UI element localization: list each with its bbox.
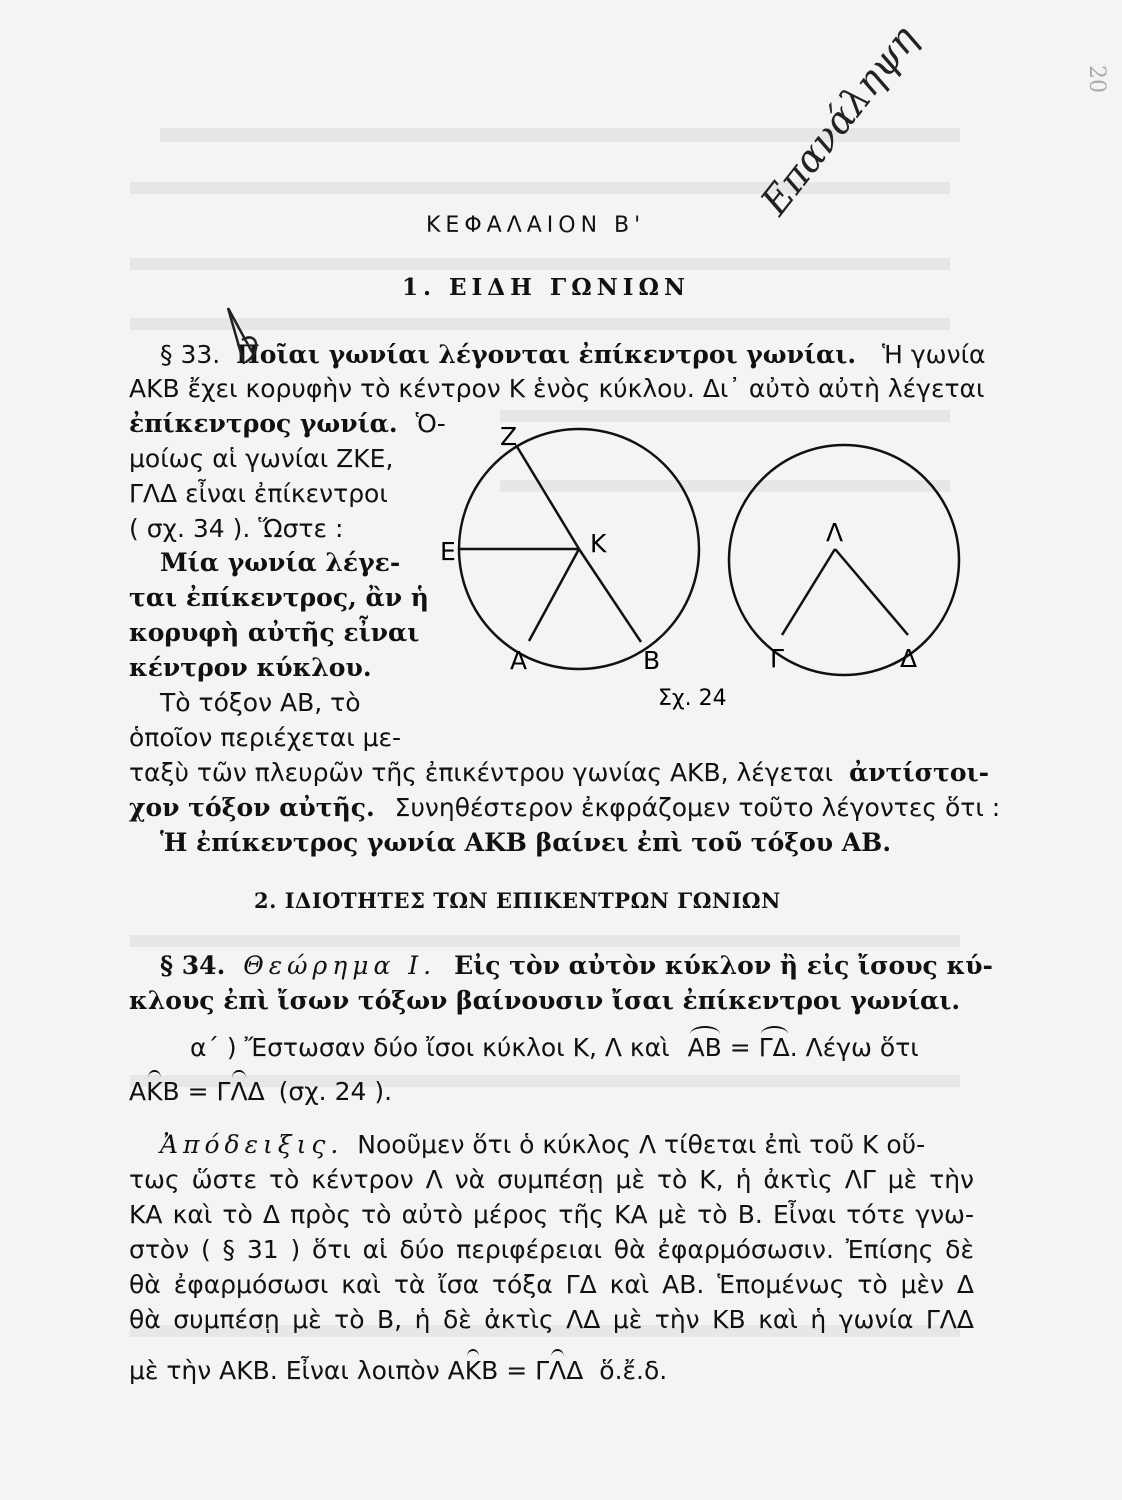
proof-line-1 <box>160 1132 925 1157</box>
paragraph-number: § 34. <box>160 951 226 980</box>
theorem-line-2: κλους ἐπὶ ἴσων τόξων βαίνουσιν ἴσαι ἐπίκεντροι γωνίαι. <box>129 986 961 1015</box>
letter: Α <box>129 1077 147 1106</box>
handwritten-note: Επανάληψη <box>752 17 927 224</box>
letter: Γ <box>535 1356 550 1385</box>
line-text: Ἡ γωνία <box>882 340 986 369</box>
equals-sign: = <box>187 1077 209 1106</box>
radius-kb <box>579 549 641 642</box>
letter: Γ <box>216 1077 231 1106</box>
paragraph-number: § 33. <box>160 340 221 369</box>
paragraph-33-line-6: ( σχ. 34 ). Ὥστε : <box>129 514 344 543</box>
theorem-text: Εἰς τὸν αὐτὸν κύκλον ἢ εἰς ἴσους κύ- <box>454 951 993 980</box>
paragraph-33-line-5: ΓΛΔ εἶναι ἐπίκεντροι <box>129 479 388 508</box>
claim-line <box>129 1079 392 1104</box>
term-epikentros: ἐπίκεντρος γωνία. <box>129 409 398 438</box>
radius-ka <box>529 549 579 641</box>
proof-line-7 <box>129 1358 667 1383</box>
page-number: 20 <box>1084 65 1109 93</box>
rule-line-1: Μία γωνία λέγε- <box>160 548 401 577</box>
angle-vertex-k: Κ <box>146 1077 163 1106</box>
label-a: Α <box>510 646 528 675</box>
proof-line-3: ΚΑ καὶ τὸ Δ πρὸς τὸ αὐτὸ μέρος τῆς ΚΑ μὲ τὸ Β. Εἶναι τότε γνω- <box>129 1200 974 1229</box>
angle-vertex-l: Λ <box>549 1356 567 1385</box>
line-text: Νοοῦμεν ὅτι ὁ κύκλος Λ τίθεται ἐπὶ τοῦ Κ οὕ- <box>357 1130 926 1159</box>
theorem-label: Θεώρημα Ι. <box>243 951 437 980</box>
line-text: Συνηθέστερον ἐκφράζομεν τοῦτο λέγοντες ὅτι : <box>394 793 1001 822</box>
arc-gd: ΓΔ <box>758 1033 790 1062</box>
radius-kz <box>516 445 579 549</box>
section-title-2: 2. ΙΔΙΟΤΗΤΕΣ ΤΩΝ ΕΠΙΚΕΝΤΡΩΝ ΓΩΝΙΩΝ <box>254 888 781 913</box>
paragraph-33-line-3 <box>129 411 446 436</box>
label-e: Ε <box>440 537 456 566</box>
letter: Β <box>162 1077 180 1106</box>
main-statement: Ἡ ἐπίκεντρος γωνία ΑΚΒ βαίνει ἐπὶ τοῦ τόξου ΑΒ. <box>160 828 892 857</box>
arc-text-line-1: Τὸ τόξον ΑΒ, τὸ <box>160 688 361 717</box>
radius-lg <box>782 549 835 635</box>
equals-sign: = <box>729 1033 751 1062</box>
equals-sign: = <box>506 1356 528 1385</box>
label-b: Β <box>643 646 661 675</box>
angle-vertex-k: Κ <box>464 1356 482 1385</box>
rule-line-2: ται ἐπίκεντρος, ἂν ἡ <box>129 583 429 612</box>
proof-label: Ἀπόδειξις. <box>160 1130 344 1159</box>
label-k: Κ <box>590 529 607 558</box>
section-title-1: 1. ΕΙΔΗ ΓΩΝΙΩΝ <box>402 274 690 301</box>
figure-24 <box>430 415 990 715</box>
given-line <box>190 1035 919 1060</box>
paragraph-33-line-1 <box>160 342 986 367</box>
proof-line-6: θὰ συμπέσῃ μὲ τὸ Β, ἡ δὲ ἀκτὶς ΛΔ μὲ τὴν ΚΒ καὶ ἡ γωνία ΓΛΔ <box>129 1305 974 1334</box>
paragraph-33-line-4: μοίως αἱ γωνίαι ΖΚΕ, <box>129 444 394 473</box>
line-text: Ὁ- <box>415 409 446 438</box>
letter: Β <box>481 1356 499 1385</box>
proof-line-5: θὰ ἐφαρμόσωσι καὶ τὰ ἴσα τόξα ΓΔ καὶ ΑΒ. Ἑπομένως τὸ μὲν Δ <box>129 1270 974 1299</box>
line-text: . Λέγω ὅτι <box>789 1033 919 1062</box>
arc-text-line-2: ὁποῖον περιέχεται με- <box>129 723 402 752</box>
radius-ld <box>835 549 908 635</box>
line-text: μὲ τὴν ΑΚΒ. Εἶναι λοιπὸν <box>129 1356 440 1385</box>
letter: Α <box>447 1356 465 1385</box>
line-text: α΄ ) Ἔστωσαν δύο ἴσοι κύκλοι Κ, Λ καὶ <box>190 1033 670 1062</box>
figure-caption: Σχ. 24 <box>658 686 727 711</box>
theorem-line-1 <box>160 953 993 978</box>
letter: Δ <box>566 1356 584 1385</box>
term-arc: χον τόξον αὐτῆς. <box>129 793 375 822</box>
line-text: ταξὺ τῶν πλευρῶν τῆς ἐπικέντρου γωνίας ΑΚΒ, λέγεται <box>129 758 834 787</box>
label-z: Ζ <box>500 422 518 451</box>
letter: Δ <box>247 1077 265 1106</box>
pen-mark-icon <box>222 300 272 370</box>
arc-text-line-4 <box>129 795 1000 820</box>
rule-line-3: κορυφὴ αὐτῆς εἶναι <box>129 618 420 647</box>
question-heading: Ποῖαι γωνίαι λέγονται ἐπίκεντροι γωνίαι. <box>236 340 857 369</box>
line-text: (σχ. 24 ). <box>278 1077 393 1106</box>
label-d: Δ <box>900 644 918 673</box>
label-g: Γ <box>770 644 784 673</box>
proof-line-2: τως ὥστε τὸ κέντρον Λ νὰ συμπέσῃ μὲ τὸ Κ, ἡ ἀκτὶς ΛΓ μὲ τὴν <box>129 1165 974 1194</box>
arc-text-line-3 <box>129 760 989 785</box>
proof-line-4: στὸν ( § 31 ) ὅτι αἱ δύο περιφέρειαι θὰ ἐφαρμόσωσιν. Ἐπίσης δὲ <box>129 1235 974 1264</box>
arc-ab: ΑΒ <box>687 1033 722 1062</box>
chapter-heading: ΚΕΦΑΛΑΙΟΝ Β' <box>426 213 646 238</box>
rule-line-4: κέντρον κύκλου. <box>129 653 372 682</box>
angle-vertex-l: Λ <box>230 1077 248 1106</box>
term-antistoichon: ἀντίστοι- <box>849 758 989 787</box>
qed: ὅ.ἔ.δ. <box>599 1356 668 1385</box>
paragraph-33-line-2: ΑΚΒ ἔχει κορυφὴν τὸ κέντρον Κ ἑνὸς κύκλου. Δι᾽ αὐτὸ αὐτὴ λέγεται <box>129 374 985 403</box>
label-l: Λ <box>826 518 844 547</box>
